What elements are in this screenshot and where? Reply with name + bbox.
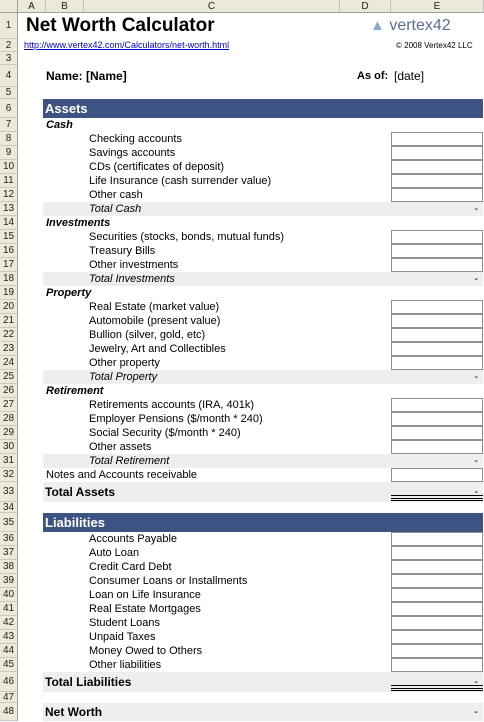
row-header[interactable]: 16: [0, 244, 18, 258]
row-header[interactable]: 14: [0, 216, 18, 230]
asset-item-label: Real Estate (market value): [89, 301, 220, 313]
asset-value-input[interactable]: [391, 412, 483, 426]
sheet-row: [18, 160, 484, 174]
asset-value-input[interactable]: [391, 132, 483, 146]
sheet-row: [18, 426, 484, 440]
row-header[interactable]: 33: [0, 482, 18, 502]
sheet-row: [18, 188, 484, 202]
total-assets-value: -: [474, 486, 478, 498]
row-header[interactable]: 28: [0, 412, 18, 426]
sheet-row: [18, 258, 484, 272]
liability-item-label: Credit Card Debt: [89, 561, 172, 573]
row-header[interactable]: 13: [0, 202, 18, 216]
sheet-row: [18, 13, 484, 39]
row-header[interactable]: 40: [0, 588, 18, 602]
cash-total-label: Total Cash: [89, 203, 142, 215]
sheet-row: [18, 546, 484, 560]
liability-item-label: Student Loans: [89, 617, 160, 629]
total-liabilities-label: Total Liabilities: [45, 675, 132, 689]
net-worth-label: Net Worth: [45, 705, 103, 719]
row-header[interactable]: 39: [0, 574, 18, 588]
sheet-row: [18, 468, 484, 482]
sheet-row: [43, 99, 483, 118]
sheet-row: [43, 272, 483, 286]
investments-total-label: Total Investments: [89, 273, 175, 285]
row-header[interactable]: 10: [0, 160, 18, 174]
asset-value-input[interactable]: [391, 314, 483, 328]
row-header[interactable]: 34: [0, 502, 18, 513]
row-header[interactable]: 22: [0, 328, 18, 342]
sheet-row: [18, 118, 484, 132]
sheet-row: [18, 588, 484, 602]
vertex42-link[interactable]: http://www.vertex42.com/Calculators/net-worth.html: [24, 40, 230, 50]
asset-item-label: Retirements accounts (IRA, 401k): [89, 399, 255, 411]
liability-value-input[interactable]: [391, 574, 483, 588]
asset-item-label: Other property: [89, 357, 160, 369]
row-header[interactable]: 11: [0, 174, 18, 188]
row-header[interactable]: 29: [0, 426, 18, 440]
asset-value-input[interactable]: [391, 244, 483, 258]
sheet-row: [18, 328, 484, 342]
property-subsection-label: Property: [46, 287, 92, 299]
row-header[interactable]: 19: [0, 286, 18, 300]
asset-value-input[interactable]: [391, 160, 483, 174]
cash-subsection-label: Cash: [46, 119, 73, 131]
name-label: Name: [Name]: [46, 69, 127, 83]
page-title: Net Worth Calculator: [26, 15, 215, 36]
total-liabilities-underline: [391, 685, 483, 691]
asset-value-input[interactable]: [391, 174, 483, 188]
liability-value-input[interactable]: [391, 630, 483, 644]
row-header[interactable]: 41: [0, 602, 18, 616]
total-assets-label: Total Assets: [45, 485, 116, 499]
sheet-row: [18, 342, 484, 356]
row-header[interactable]: 17: [0, 258, 18, 272]
row-header[interactable]: 32: [0, 468, 18, 482]
sheet-row: [18, 356, 484, 370]
row-header[interactable]: 47: [0, 692, 18, 703]
liability-value-input[interactable]: [391, 588, 483, 602]
liability-value-input[interactable]: [391, 602, 483, 616]
row-header[interactable]: 4: [0, 65, 18, 87]
vertex42-logo: [370, 13, 451, 39]
sheet-row: [18, 39, 484, 52]
sheet-row: [18, 216, 484, 230]
row-header[interactable]: 15: [0, 230, 18, 244]
assets-section-header: Assets: [45, 101, 88, 116]
asset-value-input[interactable]: [391, 146, 483, 160]
sheet-row: [18, 384, 484, 398]
net-worth-value: -: [474, 706, 478, 718]
as-of-label: As of:: [357, 70, 389, 82]
liability-value-input[interactable]: [391, 658, 483, 672]
liability-item-label: Real Estate Mortgages: [89, 603, 201, 615]
row-header[interactable]: 8: [0, 132, 18, 146]
liability-item-label: Accounts Payable: [89, 533, 178, 545]
row-header[interactable]: 44: [0, 644, 18, 658]
sheet-row: [18, 314, 484, 328]
row-header[interactable]: 2: [0, 39, 18, 52]
liability-value-input[interactable]: [391, 616, 483, 630]
cash-total-value: -: [474, 203, 478, 215]
sheet-row: [18, 412, 484, 426]
row-header[interactable]: 9: [0, 146, 18, 160]
sheet-row: [43, 513, 483, 532]
column-header-d[interactable]: D: [340, 0, 391, 13]
column-header-b[interactable]: B: [46, 0, 84, 13]
asset-item-label: Other assets: [89, 441, 152, 453]
asset-item-label: Other cash: [89, 189, 143, 201]
sheet-row: [18, 65, 484, 87]
property-total-label: Total Property: [89, 371, 158, 383]
liability-value-input[interactable]: [391, 560, 483, 574]
sheet-row: [43, 703, 483, 721]
liability-item-label: Consumer Loans or Installments: [89, 575, 248, 587]
sheet-row: [43, 672, 483, 692]
column-header-a[interactable]: A: [18, 0, 46, 13]
sheet-row: [18, 398, 484, 412]
asset-value-input[interactable]: [391, 342, 483, 356]
as-of-date: [date]: [394, 69, 425, 83]
sheet-row: [18, 574, 484, 588]
retirement-total-label: Total Retirement: [89, 455, 170, 467]
liability-value-input[interactable]: [391, 532, 483, 546]
row-header[interactable]: 46: [0, 672, 18, 692]
row-header[interactable]: 7: [0, 118, 18, 132]
row-header[interactable]: 48: [0, 703, 18, 721]
row-header[interactable]: 42: [0, 616, 18, 630]
asset-value-input[interactable]: [391, 230, 483, 244]
logo-text: vertex42: [389, 17, 451, 34]
row-header[interactable]: 6: [0, 99, 18, 118]
row-header[interactable]: 45: [0, 658, 18, 672]
total-assets-underline: [391, 495, 483, 501]
asset-value-input[interactable]: [391, 188, 483, 202]
asset-value-input[interactable]: [391, 300, 483, 314]
row-header[interactable]: 18: [0, 272, 18, 286]
total-liabilities-value: -: [474, 676, 478, 688]
sheet-row: [18, 630, 484, 644]
liability-item-label: Other liabilities: [89, 659, 162, 671]
logo-mark-icon: ▲: [370, 17, 385, 34]
sheet-row: [18, 300, 484, 314]
column-header-e[interactable]: E: [391, 0, 484, 13]
row-header[interactable]: 31: [0, 454, 18, 468]
row-header[interactable]: 27: [0, 398, 18, 412]
asset-item-label: Securities (stocks, bonds, mutual funds): [89, 231, 285, 243]
asset-item-label: Other investments: [89, 259, 179, 271]
investments-subsection-label: Investments: [46, 217, 111, 229]
row-header[interactable]: 25: [0, 370, 18, 384]
sheet-row: [18, 286, 484, 300]
asset-value-input[interactable]: [391, 328, 483, 342]
row-header[interactable]: 23: [0, 342, 18, 356]
sheet-row: [18, 132, 484, 146]
select-all-corner[interactable]: [0, 0, 18, 13]
investments-total-value: -: [474, 273, 478, 285]
liability-item-label: Auto Loan: [89, 547, 140, 559]
asset-item-label: Bullion (silver, gold, etc): [89, 329, 206, 341]
asset-value-input[interactable]: [391, 426, 483, 440]
sheet-row: [18, 174, 484, 188]
asset-value-input[interactable]: [391, 258, 483, 272]
notes-receivable-label: Notes and Accounts receivable: [46, 469, 198, 481]
liability-value-input[interactable]: [391, 546, 483, 560]
row-header[interactable]: 3: [0, 52, 18, 65]
row-header[interactable]: 12: [0, 188, 18, 202]
row-header[interactable]: 43: [0, 630, 18, 644]
notes-receivable-input[interactable]: [391, 468, 483, 482]
row-header[interactable]: 37: [0, 546, 18, 560]
liability-item-label: Unpaid Taxes: [89, 631, 156, 643]
retirement-total-value: -: [474, 455, 478, 467]
asset-item-label: Savings accounts: [89, 147, 176, 159]
sheet-row: [43, 202, 483, 216]
sheet-row: [18, 560, 484, 574]
copyright-text: © 2008 Vertex42 LLC: [396, 41, 473, 50]
row-header[interactable]: 1: [0, 13, 18, 39]
sheet-row: [18, 644, 484, 658]
liability-item-label: Money Owed to Others: [89, 645, 203, 657]
asset-item-label: Automobile (present value): [89, 315, 221, 327]
asset-item-label: Life Insurance (cash surrender value): [89, 175, 272, 187]
row-header[interactable]: 20: [0, 300, 18, 314]
asset-value-input[interactable]: [391, 398, 483, 412]
row-header[interactable]: 35: [0, 513, 18, 532]
row-header[interactable]: 36: [0, 532, 18, 546]
row-header[interactable]: 38: [0, 560, 18, 574]
row-header[interactable]: 26: [0, 384, 18, 398]
row-header[interactable]: 30: [0, 440, 18, 454]
asset-item-label: CDs (certificates of deposit): [89, 161, 225, 173]
sheet-row: [18, 532, 484, 546]
liability-item-label: Loan on Life Insurance: [89, 589, 201, 601]
asset-value-input[interactable]: [391, 440, 483, 454]
asset-item-label: Employer Pensions ($/month * 240): [89, 413, 263, 425]
liabilities-section-header: Liabilities: [45, 515, 105, 530]
column-header-c[interactable]: C: [84, 0, 340, 13]
asset-value-input[interactable]: [391, 356, 483, 370]
sheet-row: [18, 230, 484, 244]
sheet-row: [43, 454, 483, 468]
sheet-row: [43, 482, 483, 502]
sheet-row: [18, 616, 484, 630]
sheet-row: [18, 244, 484, 258]
liability-value-input[interactable]: [391, 644, 483, 658]
row-header[interactable]: 24: [0, 356, 18, 370]
sheet-row: [43, 370, 483, 384]
sheet-row: [18, 658, 484, 672]
sheet-row: [18, 602, 484, 616]
asset-item-label: Jewelry, Art and Collectibles: [89, 343, 226, 355]
retirement-subsection-label: Retirement: [46, 385, 104, 397]
sheet-row: [18, 440, 484, 454]
row-header[interactable]: 5: [0, 87, 18, 99]
row-header[interactable]: 21: [0, 314, 18, 328]
asset-item-label: Checking accounts: [89, 133, 182, 145]
asset-item-label: Social Security ($/month * 240): [89, 427, 241, 439]
property-total-value: -: [474, 371, 478, 383]
sheet-row: [18, 146, 484, 160]
asset-item-label: Treasury Bills: [89, 245, 156, 257]
